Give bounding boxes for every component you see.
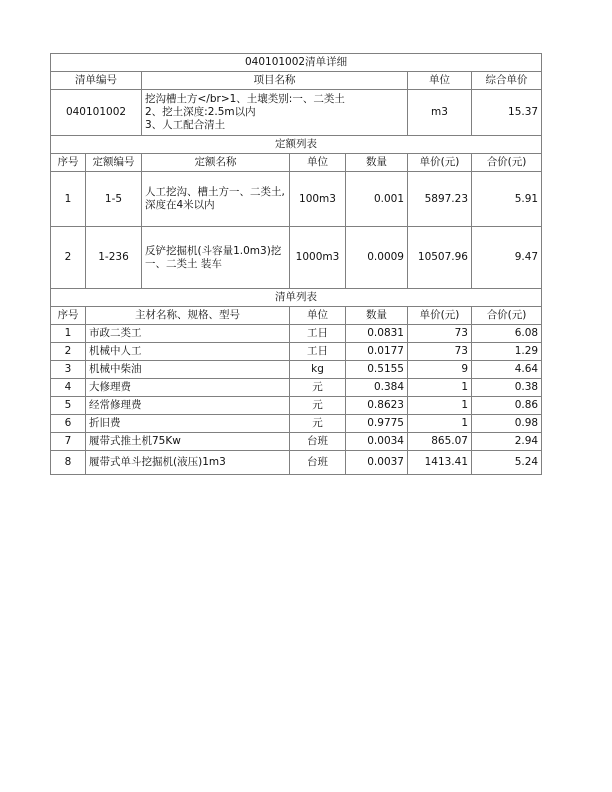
material-name: 履带式推土机75Kw <box>86 433 290 451</box>
table-row <box>51 451 542 475</box>
table-row <box>51 433 542 451</box>
materials-header-no: 序号 <box>51 307 86 325</box>
material-qty: 0.0831 <box>346 325 408 343</box>
quota-header-code: 定额编号 <box>86 154 142 172</box>
quota-price: 5897.23 <box>408 172 472 227</box>
bill-detail-table <box>50 53 542 475</box>
table-row <box>51 379 542 397</box>
materials-header-qty: 数量 <box>346 307 408 325</box>
materials-header-unit: 单位 <box>290 307 346 325</box>
material-total: 0.98 <box>472 415 542 433</box>
table-row <box>51 227 542 289</box>
material-unit: 元 <box>290 397 346 415</box>
quota-unit: 100m3 <box>290 172 346 227</box>
quota-no: 1 <box>51 172 86 227</box>
material-unit: kg <box>290 361 346 379</box>
material-qty: 0.0177 <box>346 343 408 361</box>
quota-qty: 0.0009 <box>346 227 408 289</box>
table-row <box>51 397 542 415</box>
table-row <box>51 325 542 343</box>
table-row <box>51 172 542 227</box>
material-price: 1 <box>408 379 472 397</box>
quota-no: 2 <box>51 227 86 289</box>
material-name: 大修理费 <box>86 379 290 397</box>
material-total: 6.08 <box>472 325 542 343</box>
material-no: 6 <box>51 415 86 433</box>
quota-code: 1-236 <box>86 227 142 289</box>
material-total: 0.86 <box>472 397 542 415</box>
material-unit: 元 <box>290 415 346 433</box>
material-total: 0.38 <box>472 379 542 397</box>
bill-unit: m3 <box>408 90 472 136</box>
quota-header-price: 单价(元) <box>408 154 472 172</box>
material-price: 1 <box>408 415 472 433</box>
quota-header-unit: 单位 <box>290 154 346 172</box>
quota-section-title: 定额列表 <box>51 136 542 154</box>
quota-header-total: 合价(元) <box>472 154 542 172</box>
material-name: 经常修理费 <box>86 397 290 415</box>
material-price: 1 <box>408 397 472 415</box>
material-name: 折旧费 <box>86 415 290 433</box>
bill-name <box>142 90 408 136</box>
quota-header-qty: 数量 <box>346 154 408 172</box>
material-name: 机械中人工 <box>86 343 290 361</box>
material-name: 履带式单斗挖掘机(液压)1m3 <box>86 451 290 475</box>
material-unit: 元 <box>290 379 346 397</box>
material-no: 2 <box>51 343 86 361</box>
quota-total: 5.91 <box>472 172 542 227</box>
material-no: 4 <box>51 379 86 397</box>
materials-section-title: 清单列表 <box>51 289 542 307</box>
quota-name: 反铲挖掘机(斗容量1.0m3)挖一、二类土 装车 <box>142 227 290 289</box>
materials-header-price: 单价(元) <box>408 307 472 325</box>
quota-qty: 0.001 <box>346 172 408 227</box>
material-name: 市政二类工 <box>86 325 290 343</box>
bill-name-header: 项目名称 <box>142 72 408 90</box>
table-row <box>51 415 542 433</box>
material-qty: 0.0034 <box>346 433 408 451</box>
quota-header-name: 定额名称 <box>142 154 290 172</box>
quota-header-no: 序号 <box>51 154 86 172</box>
bill-code-header: 清单编号 <box>51 72 142 90</box>
material-unit: 台班 <box>290 451 346 475</box>
bill-name-line: 3、人工配合清土 <box>145 119 226 131</box>
table-row <box>51 361 542 379</box>
bill-name-line: 挖沟槽土方</br>1、土壤类别:一、二类土 <box>145 93 345 105</box>
material-price: 73 <box>408 325 472 343</box>
materials-header-total: 合价(元) <box>472 307 542 325</box>
material-no: 7 <box>51 433 86 451</box>
material-unit: 工日 <box>290 343 346 361</box>
quota-code: 1-5 <box>86 172 142 227</box>
material-price: 73 <box>408 343 472 361</box>
material-name: 机械中柴油 <box>86 361 290 379</box>
bill-name-line: 2、挖土深度:2.5m以内 <box>145 106 256 118</box>
quota-price: 10507.96 <box>408 227 472 289</box>
material-qty: 0.8623 <box>346 397 408 415</box>
material-qty: 0.5155 <box>346 361 408 379</box>
bill-price: 15.37 <box>472 90 542 136</box>
quota-unit: 1000m3 <box>290 227 346 289</box>
material-qty: 0.0037 <box>346 451 408 475</box>
material-total: 5.24 <box>472 451 542 475</box>
quota-name: 人工挖沟、槽土方一、二类土,深度在4米以内 <box>142 172 290 227</box>
materials-header-name: 主材名称、规格、型号 <box>86 307 290 325</box>
table-row <box>51 343 542 361</box>
sheet-title: 040101002清单详细 <box>51 54 542 72</box>
material-qty: 0.384 <box>346 379 408 397</box>
material-price: 1413.41 <box>408 451 472 475</box>
material-no: 8 <box>51 451 86 475</box>
material-total: 2.94 <box>472 433 542 451</box>
material-qty: 0.9775 <box>346 415 408 433</box>
material-price: 865.07 <box>408 433 472 451</box>
material-unit: 台班 <box>290 433 346 451</box>
bill-code: 040101002 <box>51 90 142 136</box>
material-total: 1.29 <box>472 343 542 361</box>
material-no: 1 <box>51 325 86 343</box>
material-total: 4.64 <box>472 361 542 379</box>
bill-unit-header: 单位 <box>408 72 472 90</box>
material-unit: 工日 <box>290 325 346 343</box>
quota-total: 9.47 <box>472 227 542 289</box>
material-price: 9 <box>408 361 472 379</box>
bill-price-header: 综合单价 <box>472 72 542 90</box>
material-no: 5 <box>51 397 86 415</box>
material-no: 3 <box>51 361 86 379</box>
